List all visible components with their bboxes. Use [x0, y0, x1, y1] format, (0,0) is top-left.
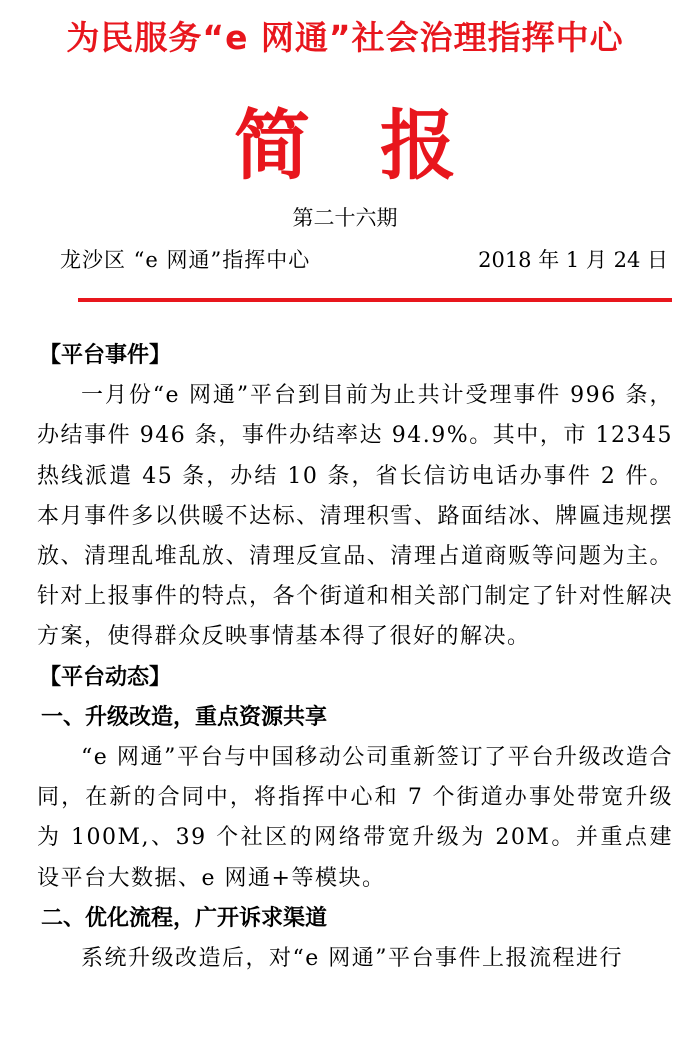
issue-number: 第二十六期 — [292, 206, 398, 230]
section-heading-platform-events: 【平台事件】 — [39, 343, 172, 368]
red-divider-rule — [78, 298, 672, 302]
bulletin-title: 简报 — [234, 101, 526, 190]
bulletin-body — [37, 336, 673, 979]
section-heading-platform-dynamics: 【平台动态】 — [39, 664, 172, 690]
platform-events-paragraph: 一月份“e 网通”平台到目前为止共计受理事件 996 条，办结事件 946 条，事件办结率达 94.9%。其中，市 12345 热线派遣 45 条，办结 10 条，省长信访电话办事件 2 件。本月事件多以供暖不达标、清理积雪、路面结冰、牌匾违规摆放、清理乱堆乱放、清理反宣品、清理占道商贩等问题为主。针对上报事件的特点，各个街道和相关部门制定了针对性解决方案，使得群众反映事情基本得了很好的解决。 — [37, 383, 673, 650]
subheading-optimize-process: 二、优化流程，广开诉求渠道 — [41, 905, 328, 931]
issue-date: 2018 年 1 月 24 日 — [478, 248, 668, 272]
optimize-process-paragraph: 系统升级改造后，对“e 网通”平台事件上报流程进行 — [81, 946, 624, 972]
issuer-name: 龙沙区 “e 网通”指挥中心 — [60, 248, 311, 272]
header-title: 为民服务“e 网通”社会治理指挥中心 — [66, 18, 624, 57]
subheading-upgrade: 一、升级改造，重点资源共享 — [41, 704, 328, 730]
upgrade-paragraph: “e 网通”平台与中国移动公司重新签订了平台升级改造合同，在新的合同中，将指挥中心和 7 个街道办事处带宽升级为 100M,、39 个社区的网络带宽升级为 20M。并重点建设平台大数据、e 网通+等模块。 — [37, 745, 673, 891]
